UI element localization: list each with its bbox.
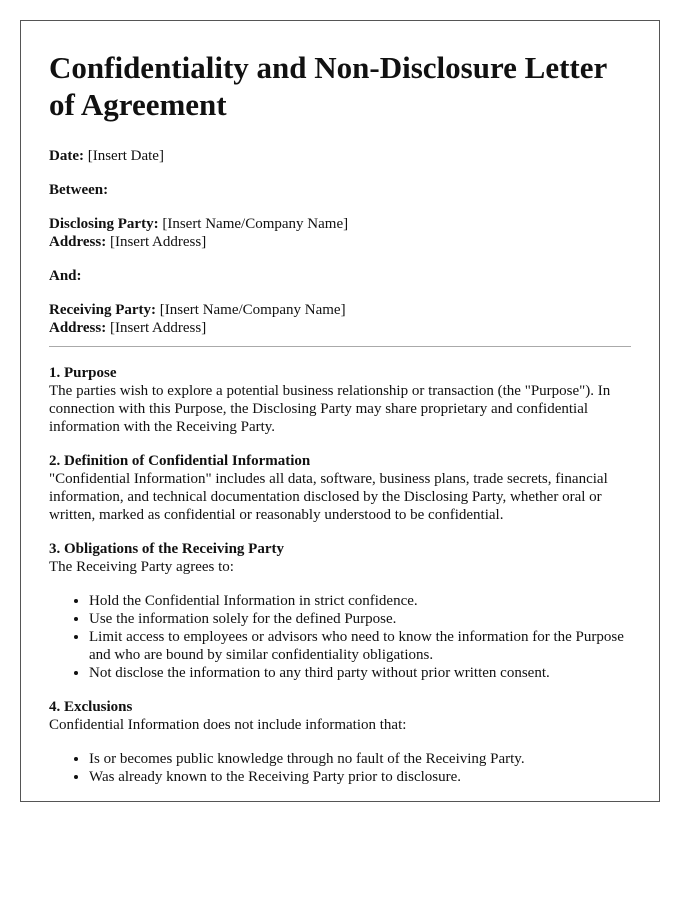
date-label: Date: <box>49 148 84 164</box>
disclosing-party-label: Disclosing Party: <box>49 216 159 232</box>
section-purpose <box>49 364 631 436</box>
receiving-address-label: Address: <box>49 320 107 336</box>
section-heading: 1. Purpose <box>49 365 117 381</box>
section-exclusions <box>49 698 631 786</box>
section-body: The Receiving Party agrees to: <box>49 559 234 575</box>
section-body: Confidential Information does not include information that: <box>49 717 407 733</box>
receiving-party-block <box>49 301 631 337</box>
section-heading: 3. Obligations of the Receiving Party <box>49 541 284 557</box>
between-line <box>49 181 631 199</box>
section-heading: 4. Exclusions <box>49 699 133 715</box>
receiving-party-value: [Insert Name/Company Name] <box>159 302 346 318</box>
receiving-address-value: [Insert Address] <box>109 320 207 336</box>
list-item: • Is or becomes public knowledge through no fault of the Receiving Party. <box>89 750 631 768</box>
list-item: • Hold the Confidential Information in strict confidence. <box>89 592 631 610</box>
and-label: And: <box>49 268 82 284</box>
receiving-party-label: Receiving Party: <box>49 302 157 318</box>
disclosing-party-block <box>49 215 631 251</box>
date-line <box>49 147 631 165</box>
obligations-list <box>49 592 631 682</box>
list-item: • Limit access to employees or advisors who need to know the information for the Purpose and who are bound by similar confidentiality obligations. <box>89 628 631 664</box>
page-title: Confidentiality and Non-Disclosure Letter of Agreement <box>49 50 607 122</box>
list-item: • Use the information solely for the defined Purpose. <box>89 610 631 628</box>
exclusions-list <box>49 750 631 786</box>
disclosing-address-value: [Insert Address] <box>109 234 207 250</box>
section-definition <box>49 452 631 524</box>
date-value: [Insert Date] <box>87 148 164 164</box>
section-heading: 2. Definition of Confidential Information <box>49 453 311 469</box>
disclosing-party-value: [Insert Name/Company Name] <box>162 216 349 232</box>
disclosing-address-label: Address: <box>49 234 107 250</box>
section-body: The parties wish to explore a potential business relationship or transaction (the "Purpose"). In connection with this Purpose, the Disclosing Party may share proprietary and confidential information with the Receiving Party. <box>49 383 611 435</box>
section-obligations <box>49 540 631 682</box>
and-line <box>49 267 631 285</box>
letter-page <box>20 20 660 802</box>
list-item: • Not disclose the information to any third party without prior written consent. <box>89 664 631 682</box>
between-label: Between: <box>49 182 109 198</box>
list-item: • Was already known to the Receiving Party prior to disclosure. <box>89 768 631 786</box>
section-divider <box>49 346 631 347</box>
letter-content <box>21 21 659 786</box>
section-body: "Confidential Information" includes all data, software, business plans, trade secrets, financial information, and technical documentation disclosed by the Disclosing Party, whether oral or written, marked as confidential or reasonably understood to be confidential. <box>49 471 608 523</box>
